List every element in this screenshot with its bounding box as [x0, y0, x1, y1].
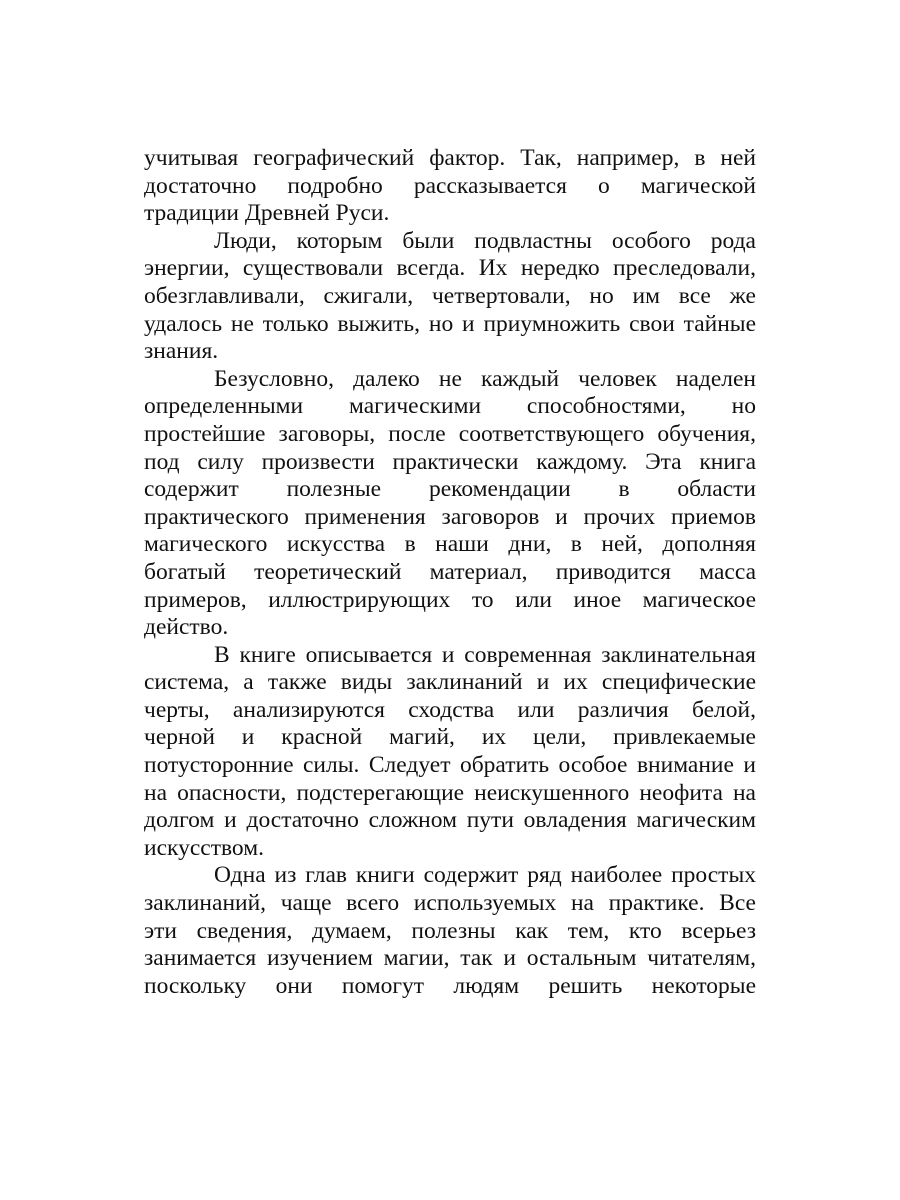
paragraph	[144, 366, 756, 642]
text-line: на опасности, подстерегающие неискушенного неофита на	[144, 779, 756, 806]
text-line: удалось не только выжить, но и приумножить свои тайные	[144, 310, 756, 337]
text-line: магического искусства в наши дни, в ней, дополняя	[144, 531, 756, 558]
paragraph	[144, 228, 756, 366]
text-line: содержит полезные рекомендации в области	[144, 476, 756, 503]
text-line: простейшие заговоры, после соответствующего обучения,	[144, 420, 756, 447]
text-line: заклинаний, чаще всего используемых на практике. Все	[144, 890, 756, 917]
text-line: практического применения заговоров и прочих приемов	[144, 503, 756, 530]
text-line: богатый теоретический материал, приводится масса	[144, 558, 756, 585]
text-line: искусством.	[144, 834, 264, 861]
text-line: традиции Древней Руси.	[144, 200, 390, 227]
text-line: под силу произвести практически каждому. Эта книга	[144, 448, 756, 475]
text-line: черты, анализируются сходства или различия белой,	[144, 696, 756, 723]
text-line: система, а также виды заклинаний и их специфические	[144, 669, 756, 696]
text-line: долгом и достаточно сложном пути овладения магическим	[144, 807, 756, 834]
text-line: черной и красной магий, их цели, привлекаемые	[144, 724, 756, 751]
text-line: занимается изучением магии, так и остальным читателям,	[144, 945, 756, 972]
paragraph	[144, 862, 756, 1000]
text-line: Одна из глав книги содержит ряд наиболее простых	[214, 862, 756, 889]
text-line: определенными магическими способностями, но	[144, 393, 756, 420]
text-line: Безусловно, далеко не каждый человек наделен	[214, 365, 756, 392]
text-line: действо.	[144, 614, 229, 641]
text-line: достаточно подробно рассказывается о магической	[144, 172, 756, 199]
text-line: потусторонние силы. Следует обратить особое внимание и	[144, 752, 756, 779]
text-line: учитывая географический фактор. Так, например, в ней	[144, 145, 756, 171]
text-line: поскольку они помогут людям решить некоторые	[144, 972, 756, 999]
paragraph	[144, 145, 756, 228]
text-line: В книге описывается и современная заклинательная	[214, 641, 756, 668]
text-line: примеров, иллюстрирующих то или иное магическое	[144, 586, 756, 613]
text-line: Люди, которым были подвластны особого рода	[214, 227, 756, 254]
text-line: обезглавливали, сжигали, четвертовали, но им все же	[144, 282, 756, 309]
text-line: энергии, существовали всегда. Их нередко преследовали,	[144, 255, 756, 282]
text-line: знания.	[144, 338, 219, 365]
paragraph	[144, 642, 756, 863]
body-text	[144, 145, 756, 1000]
text-line: эти сведения, думаем, полезны как тем, кто всерьез	[144, 917, 756, 944]
